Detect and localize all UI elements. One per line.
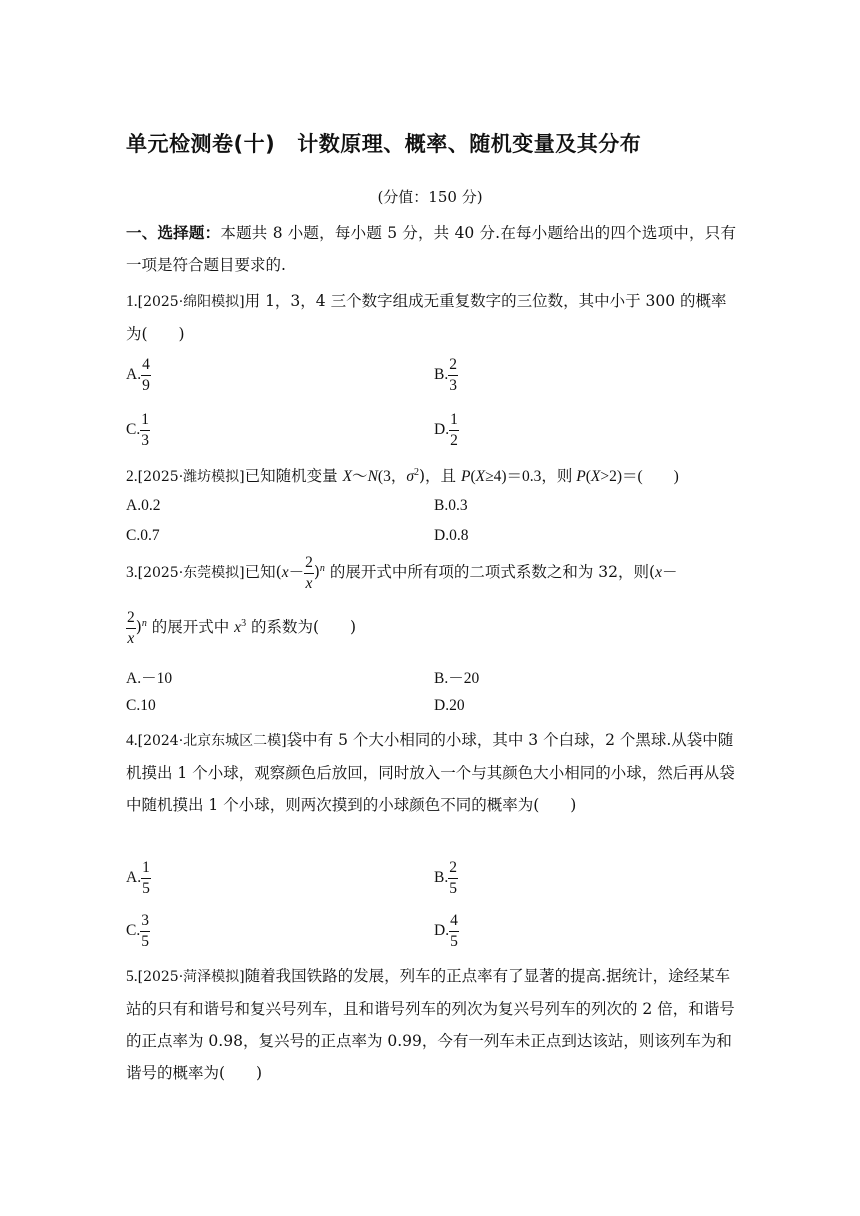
- q4-option-c: C. $\frac{3}{5}$: [126, 912, 149, 950]
- question-3-line-2: $\frac{2}{x}$ )$^n$ 的展开式中 $x^3$ 的系数为( ): [127, 609, 357, 647]
- section-label: 一、选择题：: [126, 224, 221, 242]
- fraction: $\frac{4}{5}$: [450, 912, 458, 950]
- q2-option-c: C.0.7: [126, 527, 160, 544]
- question-4: 4.[2024·北京东城区二模]袋中有 5 个大小相同的小球，其中 3 个白球，2 个黑球.从袋中随机摸出 1 个小球，观察颜色后放回，同时放入一个与其颜色大小相同的小球，然后再从袋中随机摸出 1 个小球，则两次摸到的小球颜色不同的概率为( ): [126, 731, 735, 814]
- question-source: [2025·绵阳模拟]: [137, 294, 245, 310]
- question-source: [2025·东莞模拟]: [137, 565, 245, 582]
- q3-option-a: A.－10: [126, 670, 173, 687]
- fraction: $\frac{1}{5}$: [142, 859, 150, 897]
- q1-option-a: A. $\frac{4}{9}$: [126, 356, 150, 394]
- q4-option-b: B. $\frac{2}{5}$: [434, 859, 457, 897]
- page-title-part1: 单元检测卷(十): [126, 132, 276, 156]
- question-text: 随着我国铁路的发展，列车的正点率有了显著的提高.据统计，途经某车站的只有和谐号和复兴号列车，且和谐号列车的列次为复兴号列车的列次的 2 倍，和谐号的正点率为 0.98，复兴号的正点率为 0.99，今有一列车未正点到达该站，则该列车为和谐号的概率为( ): [126, 967, 735, 1082]
- score-note: (分值：150 分): [377, 188, 483, 206]
- q4-option-d: D. $\frac{4}{5}$: [434, 912, 458, 950]
- question-5: 5.[2025·菏泽模拟]随着我国铁路的发展，列车的正点率有了显著的提高.据统计，途经某车站的只有和谐号和复兴号列车，且和谐号列车的列次为复兴号列车的列次的 2 倍，和谐号的正点率为 0.98，复兴号的正点率为 0.99，今有一列车未正点到达该站，则该列车为和谐号的概率为( ): [126, 967, 735, 1082]
- page-title-part2: 计数原理、概率、随机变量及其分布: [297, 132, 642, 156]
- fraction: $\frac{2}{3}$: [449, 356, 457, 394]
- question-text: 袋中有 5 个大小相同的小球，其中 3 个白球，2 个黑球.从袋中随机摸出 1 个小球，观察颜色后放回，同时放入一个与其颜色大小相同的小球，然后再从袋中随机摸出 1 个小球，则两次摸到的小球颜色不同的概率为( ): [126, 731, 735, 814]
- fraction: $\frac{4}{9}$: [142, 356, 150, 394]
- question-2: 2.[2025·潍坊模拟]已知随机变量 X～N(3，$\sigma^2$)，且 P(X≥4)＝0.3，则 P(X>2)＝( ): [126, 467, 679, 486]
- section-heading: [126, 217, 736, 281]
- section-description: 本题共 8 小题，每小题 5 分，共 40 分.在每小题给出的四个选项中，只有一项是符合题目要求的.: [126, 224, 736, 274]
- fraction: $\frac{2}{x}$: [305, 554, 313, 592]
- q1-option-d: D. $\frac{1}{2}$: [434, 411, 458, 449]
- question-1: 1.[2025·绵阳模拟]用 1，3，4 三个数字组成无重复数字的三位数，其中小于 300 的概率为( ): [126, 292, 727, 343]
- question-source: [2025·菏泽模拟]: [137, 969, 245, 985]
- q2-option-d: D.0.8: [434, 527, 469, 544]
- fraction: $\frac{1}{2}$: [450, 411, 458, 449]
- q2-option-a: A.0.2: [126, 497, 161, 514]
- fraction: $\frac{1}{3}$: [141, 411, 149, 449]
- fraction: $\frac{3}{5}$: [141, 912, 149, 950]
- question-3-line-1: 3.[2025·东莞模拟]已知(x－ $\frac{2}{x}$ )$^n$ 的展开式中所有项的二项式系数之和为 32，则(x－: [126, 554, 678, 592]
- q1-option-b: B. $\frac{2}{3}$: [434, 356, 457, 394]
- page-title: [126, 128, 641, 158]
- question-source: [2024·北京东城区二模]: [137, 733, 287, 749]
- q3-option-c: C.10: [126, 697, 156, 714]
- q3-option-b: B.－20: [434, 670, 480, 687]
- q4-option-a: A. $\frac{1}{5}$: [126, 859, 150, 897]
- fraction: $\frac{2}{x}$: [127, 609, 135, 647]
- q2-option-b: B.0.3: [434, 497, 468, 514]
- fraction: $\frac{2}{5}$: [449, 859, 457, 897]
- q1-option-c: C. $\frac{1}{3}$: [126, 411, 149, 449]
- question-text: 用 1，3，4 三个数字组成无重复数字的三位数，其中小于 300 的概率为( ): [126, 292, 727, 343]
- q3-option-d: D.20: [434, 697, 465, 714]
- question-source: [2025·潍坊模拟]: [137, 469, 245, 486]
